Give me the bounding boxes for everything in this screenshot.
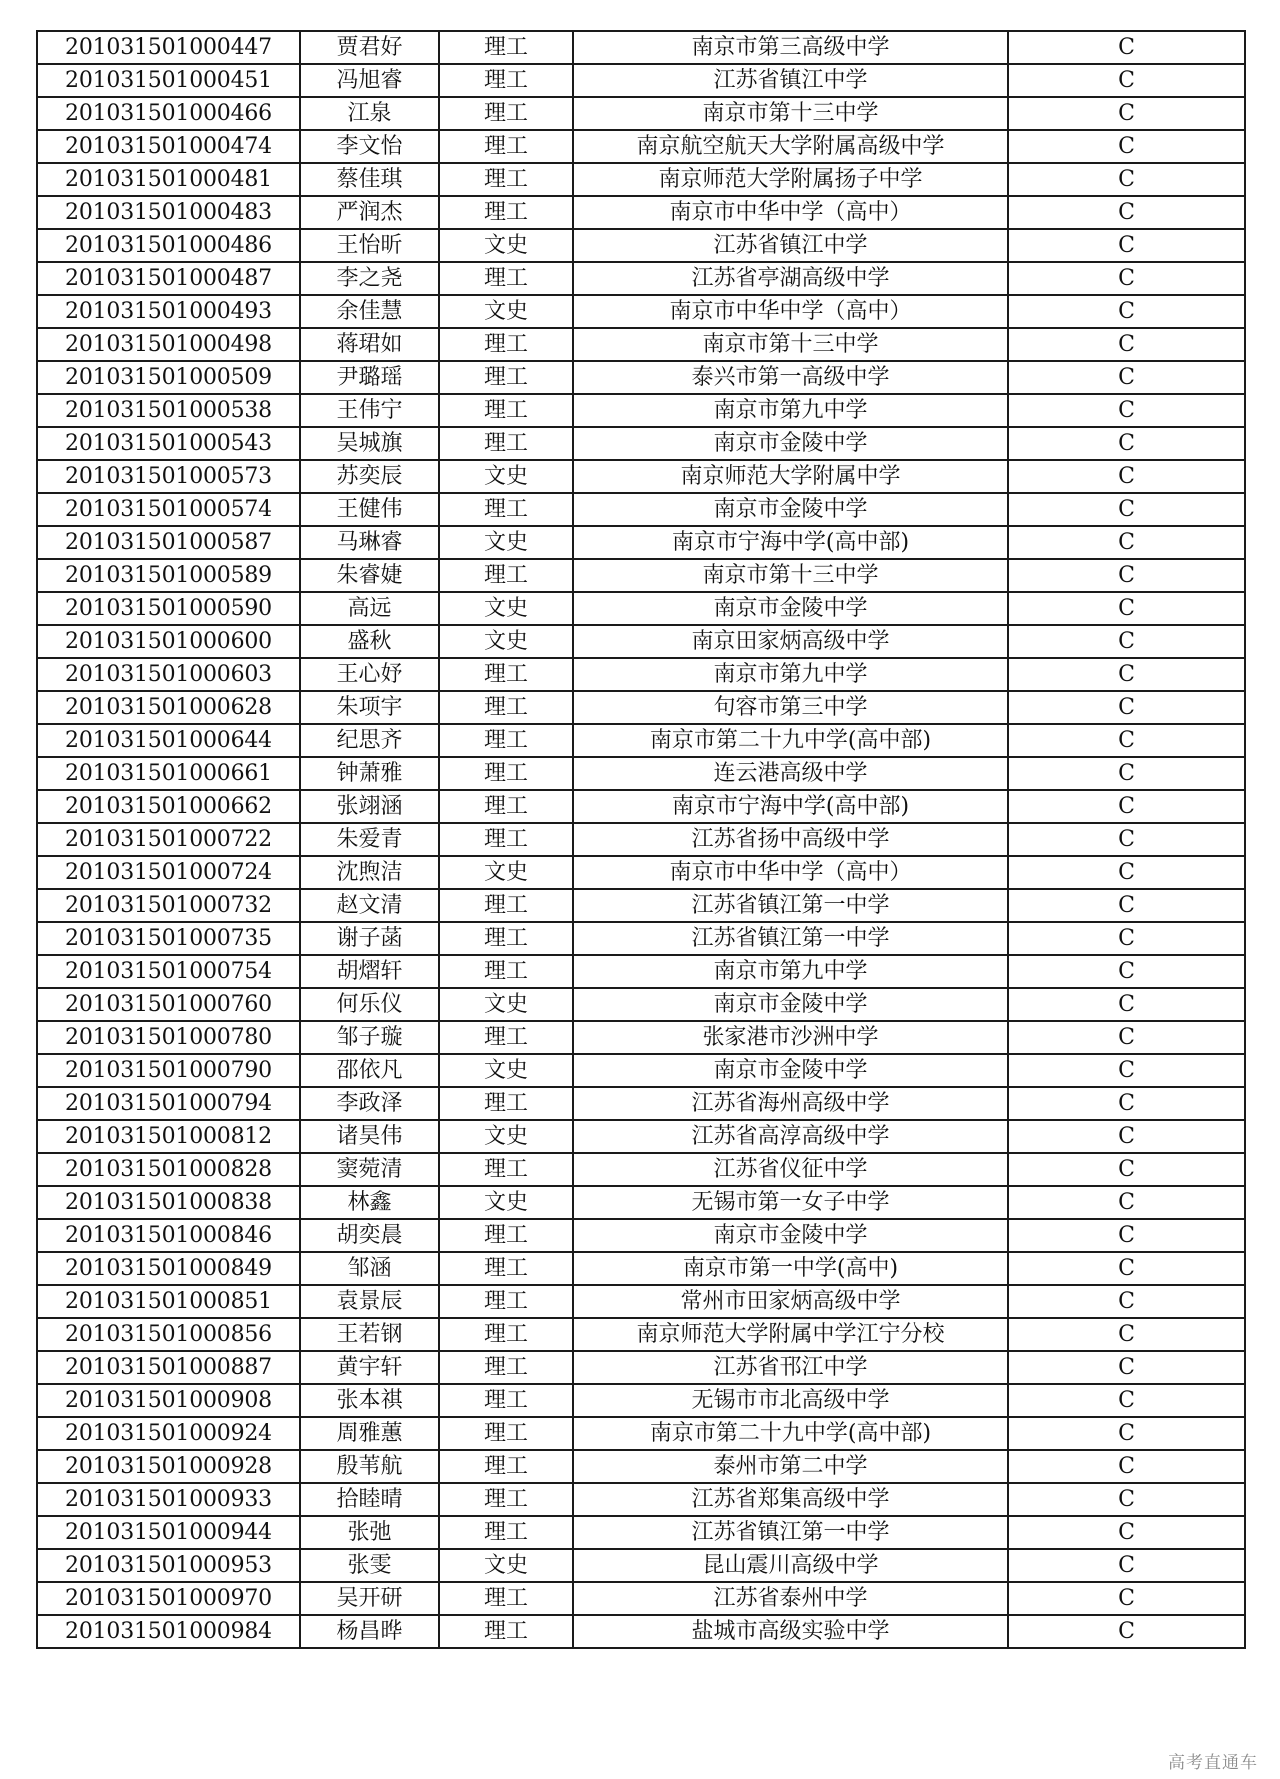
grade-cell: C [1008, 196, 1245, 229]
grade-cell: C [1008, 1153, 1245, 1186]
grade-cell: C [1008, 1516, 1245, 1549]
candidate-name-cell: 冯旭睿 [300, 64, 439, 97]
category-cell: 文史 [439, 229, 573, 262]
school-cell: 南京市第十三中学 [573, 559, 1008, 592]
candidate-name-cell: 吴城旗 [300, 427, 439, 460]
candidate-id-cell: 201031501000790 [37, 1054, 300, 1087]
table-row [37, 493, 1245, 526]
table-row [37, 1450, 1245, 1483]
school-cell: 南京市第三高级中学 [573, 31, 1008, 64]
school-cell: 南京市第十三中学 [573, 97, 1008, 130]
school-cell: 南京航空航天大学附属高级中学 [573, 130, 1008, 163]
candidate-id-cell: 201031501000543 [37, 427, 300, 460]
grade-cell: C [1008, 1450, 1245, 1483]
school-cell: 南京市第十三中学 [573, 328, 1008, 361]
category-cell: 理工 [439, 658, 573, 691]
candidate-name-cell: 李之尧 [300, 262, 439, 295]
grade-cell: C [1008, 1351, 1245, 1384]
category-cell: 理工 [439, 1351, 573, 1384]
candidate-id-cell: 201031501000849 [37, 1252, 300, 1285]
school-cell: 江苏省高淳高级中学 [573, 1120, 1008, 1153]
table-row [37, 1582, 1245, 1615]
table-row [37, 1087, 1245, 1120]
school-cell: 江苏省邗江中学 [573, 1351, 1008, 1384]
table-row [37, 295, 1245, 328]
table-row [37, 1285, 1245, 1318]
school-cell: 江苏省镇江第一中学 [573, 889, 1008, 922]
school-cell: 连云港高级中学 [573, 757, 1008, 790]
candidate-name-cell: 王伟宁 [300, 394, 439, 427]
school-cell: 江苏省郑集高级中学 [573, 1483, 1008, 1516]
category-cell: 理工 [439, 955, 573, 988]
candidate-id-cell: 201031501000483 [37, 196, 300, 229]
candidate-name-cell: 张弛 [300, 1516, 439, 1549]
category-cell: 理工 [439, 1615, 573, 1648]
candidate-name-cell: 周雅蕙 [300, 1417, 439, 1450]
candidate-name-cell: 江泉 [300, 97, 439, 130]
candidate-name-cell: 邵依凡 [300, 1054, 439, 1087]
table-row [37, 1417, 1245, 1450]
grade-cell: C [1008, 856, 1245, 889]
category-cell: 文史 [439, 460, 573, 493]
grade-cell: C [1008, 493, 1245, 526]
grade-cell: C [1008, 295, 1245, 328]
grade-cell: C [1008, 97, 1245, 130]
candidate-id-cell: 201031501000481 [37, 163, 300, 196]
grade-cell: C [1008, 757, 1245, 790]
school-cell: 南京市宁海中学(高中部) [573, 790, 1008, 823]
table-row [37, 130, 1245, 163]
school-cell: 南京市中华中学（高中） [573, 856, 1008, 889]
school-cell: 南京市金陵中学 [573, 592, 1008, 625]
candidate-id-cell: 201031501000538 [37, 394, 300, 427]
candidate-id-cell: 201031501000851 [37, 1285, 300, 1318]
candidate-name-cell: 邹子璇 [300, 1021, 439, 1054]
table-row [37, 163, 1245, 196]
candidate-name-cell: 王健伟 [300, 493, 439, 526]
candidate-name-cell: 张雯 [300, 1549, 439, 1582]
category-cell: 文史 [439, 295, 573, 328]
category-cell: 理工 [439, 724, 573, 757]
table-row [37, 625, 1245, 658]
category-cell: 理工 [439, 361, 573, 394]
candidate-id-cell: 201031501000573 [37, 460, 300, 493]
category-cell: 理工 [439, 559, 573, 592]
candidate-name-cell: 沈煦洁 [300, 856, 439, 889]
grade-cell: C [1008, 889, 1245, 922]
table-row [37, 658, 1245, 691]
table-row [37, 196, 1245, 229]
grade-cell: C [1008, 790, 1245, 823]
school-cell: 南京市金陵中学 [573, 1054, 1008, 1087]
school-cell: 南京市中华中学（高中） [573, 196, 1008, 229]
candidate-name-cell: 谢子菡 [300, 922, 439, 955]
grade-cell: C [1008, 427, 1245, 460]
candidate-name-cell: 钟萧雅 [300, 757, 439, 790]
category-cell: 理工 [439, 823, 573, 856]
candidate-name-cell: 窦菀清 [300, 1153, 439, 1186]
school-cell: 南京师范大学附属中学 [573, 460, 1008, 493]
grade-cell: C [1008, 1483, 1245, 1516]
school-cell: 昆山震川高级中学 [573, 1549, 1008, 1582]
category-cell: 文史 [439, 1549, 573, 1582]
candidate-id-cell: 201031501000780 [37, 1021, 300, 1054]
category-cell: 理工 [439, 1087, 573, 1120]
category-cell: 理工 [439, 163, 573, 196]
category-cell: 理工 [439, 757, 573, 790]
grade-cell: C [1008, 1087, 1245, 1120]
table-row [37, 1351, 1245, 1384]
candidate-id-cell: 201031501000924 [37, 1417, 300, 1450]
school-cell: 张家港市沙洲中学 [573, 1021, 1008, 1054]
candidate-name-cell: 尹璐瑶 [300, 361, 439, 394]
candidate-id-cell: 201031501000661 [37, 757, 300, 790]
school-cell: 南京师范大学附属中学江宁分校 [573, 1318, 1008, 1351]
candidate-id-cell: 201031501000953 [37, 1549, 300, 1582]
grade-cell: C [1008, 724, 1245, 757]
table-row [37, 955, 1245, 988]
category-cell: 理工 [439, 1318, 573, 1351]
category-cell: 文史 [439, 526, 573, 559]
results-table-body [37, 31, 1245, 1648]
table-row [37, 1483, 1245, 1516]
candidate-name-cell: 马琳睿 [300, 526, 439, 559]
table-row [37, 328, 1245, 361]
grade-cell: C [1008, 361, 1245, 394]
table-row [37, 724, 1245, 757]
candidate-id-cell: 201031501000846 [37, 1219, 300, 1252]
school-cell: 江苏省扬中高级中学 [573, 823, 1008, 856]
candidate-name-cell: 杨昌晔 [300, 1615, 439, 1648]
school-cell: 南京师范大学附属扬子中学 [573, 163, 1008, 196]
category-cell: 理工 [439, 1021, 573, 1054]
category-cell: 文史 [439, 625, 573, 658]
category-cell: 理工 [439, 1285, 573, 1318]
school-cell: 江苏省镇江第一中学 [573, 922, 1008, 955]
grade-cell: C [1008, 592, 1245, 625]
candidate-id-cell: 201031501000486 [37, 229, 300, 262]
candidate-name-cell: 余佳慧 [300, 295, 439, 328]
grade-cell: C [1008, 1417, 1245, 1450]
table-row [37, 1549, 1245, 1582]
candidate-id-cell: 201031501000928 [37, 1450, 300, 1483]
grade-cell: C [1008, 1252, 1245, 1285]
category-cell: 理工 [439, 691, 573, 724]
candidate-name-cell: 蒋珺如 [300, 328, 439, 361]
candidate-id-cell: 201031501000735 [37, 922, 300, 955]
candidate-id-cell: 201031501000590 [37, 592, 300, 625]
grade-cell: C [1008, 1285, 1245, 1318]
table-row [37, 1252, 1245, 1285]
school-cell: 南京市第九中学 [573, 658, 1008, 691]
watermark: 高考直通车 [1168, 1753, 1258, 1773]
candidate-id-cell: 201031501000933 [37, 1483, 300, 1516]
grade-cell: C [1008, 31, 1245, 64]
category-cell: 理工 [439, 1516, 573, 1549]
candidate-name-cell: 李文怡 [300, 130, 439, 163]
candidate-id-cell: 201031501000574 [37, 493, 300, 526]
school-cell: 南京市第二十九中学(高中部) [573, 1417, 1008, 1450]
candidate-name-cell: 邹涵 [300, 1252, 439, 1285]
table-row [37, 64, 1245, 97]
grade-cell: C [1008, 658, 1245, 691]
category-cell: 理工 [439, 922, 573, 955]
candidate-id-cell: 201031501000794 [37, 1087, 300, 1120]
school-cell: 江苏省镇江中学 [573, 64, 1008, 97]
candidate-id-cell: 201031501000628 [37, 691, 300, 724]
table-row [37, 1120, 1245, 1153]
school-cell: 江苏省泰州中学 [573, 1582, 1008, 1615]
candidate-id-cell: 201031501000908 [37, 1384, 300, 1417]
table-row [37, 1318, 1245, 1351]
table-row [37, 262, 1245, 295]
table-row [37, 1384, 1245, 1417]
results-table [36, 30, 1246, 1649]
candidate-name-cell: 严润杰 [300, 196, 439, 229]
table-row [37, 856, 1245, 889]
candidate-id-cell: 201031501000498 [37, 328, 300, 361]
category-cell: 理工 [439, 1450, 573, 1483]
school-cell: 南京市金陵中学 [573, 427, 1008, 460]
grade-cell: C [1008, 130, 1245, 163]
candidate-id-cell: 201031501000600 [37, 625, 300, 658]
candidate-name-cell: 李政泽 [300, 1087, 439, 1120]
table-row [37, 790, 1245, 823]
grade-cell: C [1008, 1219, 1245, 1252]
category-cell: 理工 [439, 1582, 573, 1615]
category-cell: 文史 [439, 1186, 573, 1219]
category-cell: 理工 [439, 130, 573, 163]
candidate-id-cell: 201031501000887 [37, 1351, 300, 1384]
grade-cell: C [1008, 394, 1245, 427]
grade-cell: C [1008, 955, 1245, 988]
candidate-name-cell: 蔡佳琪 [300, 163, 439, 196]
candidate-id-cell: 201031501000474 [37, 130, 300, 163]
candidate-id-cell: 201031501000493 [37, 295, 300, 328]
table-row [37, 592, 1245, 625]
candidate-name-cell: 盛秋 [300, 625, 439, 658]
table-row [37, 31, 1245, 64]
category-cell: 理工 [439, 1483, 573, 1516]
grade-cell: C [1008, 691, 1245, 724]
grade-cell: C [1008, 526, 1245, 559]
candidate-id-cell: 201031501000447 [37, 31, 300, 64]
table-row [37, 757, 1245, 790]
school-cell: 无锡市第一女子中学 [573, 1186, 1008, 1219]
candidate-name-cell: 张本祺 [300, 1384, 439, 1417]
category-cell: 理工 [439, 1417, 573, 1450]
candidate-id-cell: 201031501000944 [37, 1516, 300, 1549]
grade-cell: C [1008, 1318, 1245, 1351]
candidate-id-cell: 201031501000587 [37, 526, 300, 559]
candidate-name-cell: 拾睦晴 [300, 1483, 439, 1516]
category-cell: 文史 [439, 856, 573, 889]
grade-cell: C [1008, 1021, 1245, 1054]
grade-cell: C [1008, 229, 1245, 262]
table-row [37, 691, 1245, 724]
candidate-name-cell: 黄宇轩 [300, 1351, 439, 1384]
category-cell: 理工 [439, 889, 573, 922]
candidate-id-cell: 201031501000970 [37, 1582, 300, 1615]
grade-cell: C [1008, 823, 1245, 856]
category-cell: 文史 [439, 1054, 573, 1087]
table-row [37, 559, 1245, 592]
table-row [37, 1516, 1245, 1549]
grade-cell: C [1008, 559, 1245, 592]
candidate-name-cell: 贾君好 [300, 31, 439, 64]
category-cell: 文史 [439, 592, 573, 625]
grade-cell: C [1008, 1054, 1245, 1087]
candidate-id-cell: 201031501000856 [37, 1318, 300, 1351]
table-row [37, 97, 1245, 130]
table-row [37, 1153, 1245, 1186]
category-cell: 理工 [439, 790, 573, 823]
school-cell: 南京市第二十九中学(高中部) [573, 724, 1008, 757]
school-cell: 无锡市市北高级中学 [573, 1384, 1008, 1417]
school-cell: 江苏省亭湖高级中学 [573, 262, 1008, 295]
school-cell: 句容市第三中学 [573, 691, 1008, 724]
candidate-id-cell: 201031501000754 [37, 955, 300, 988]
candidate-name-cell: 赵文清 [300, 889, 439, 922]
table-row [37, 922, 1245, 955]
candidate-id-cell: 201031501000722 [37, 823, 300, 856]
candidate-name-cell: 胡奕晨 [300, 1219, 439, 1252]
candidate-id-cell: 201031501000828 [37, 1153, 300, 1186]
category-cell: 理工 [439, 328, 573, 361]
candidate-name-cell: 高远 [300, 592, 439, 625]
candidate-id-cell: 201031501000724 [37, 856, 300, 889]
table-row [37, 1615, 1245, 1648]
candidate-name-cell: 朱爱青 [300, 823, 439, 856]
candidate-id-cell: 201031501000509 [37, 361, 300, 394]
grade-cell: C [1008, 460, 1245, 493]
grade-cell: C [1008, 922, 1245, 955]
category-cell: 文史 [439, 988, 573, 1021]
table-row [37, 1021, 1245, 1054]
grade-cell: C [1008, 1549, 1245, 1582]
grade-cell: C [1008, 163, 1245, 196]
table-row [37, 889, 1245, 922]
grade-cell: C [1008, 1384, 1245, 1417]
table-row [37, 526, 1245, 559]
grade-cell: C [1008, 988, 1245, 1021]
candidate-name-cell: 张翊涵 [300, 790, 439, 823]
candidate-name-cell: 朱睿婕 [300, 559, 439, 592]
category-cell: 理工 [439, 64, 573, 97]
school-cell: 南京市第九中学 [573, 394, 1008, 427]
candidate-name-cell: 王若钢 [300, 1318, 439, 1351]
school-cell: 南京田家炳高级中学 [573, 625, 1008, 658]
candidate-id-cell: 201031501000451 [37, 64, 300, 97]
grade-cell: C [1008, 1615, 1245, 1648]
candidate-name-cell: 纪思齐 [300, 724, 439, 757]
school-cell: 江苏省镇江第一中学 [573, 1516, 1008, 1549]
candidate-name-cell: 王怡昕 [300, 229, 439, 262]
category-cell: 理工 [439, 1153, 573, 1186]
candidate-name-cell: 王心妤 [300, 658, 439, 691]
candidate-id-cell: 201031501000838 [37, 1186, 300, 1219]
school-cell: 南京市中华中学（高中） [573, 295, 1008, 328]
candidate-name-cell: 苏奕辰 [300, 460, 439, 493]
table-row [37, 361, 1245, 394]
grade-cell: C [1008, 625, 1245, 658]
school-cell: 常州市田家炳高级中学 [573, 1285, 1008, 1318]
table-row [37, 988, 1245, 1021]
candidate-id-cell: 201031501000760 [37, 988, 300, 1021]
table-row [37, 229, 1245, 262]
table-row [37, 1054, 1245, 1087]
grade-cell: C [1008, 328, 1245, 361]
candidate-id-cell: 201031501000984 [37, 1615, 300, 1648]
candidate-id-cell: 201031501000732 [37, 889, 300, 922]
candidate-id-cell: 201031501000487 [37, 262, 300, 295]
table-row [37, 394, 1245, 427]
school-cell: 泰兴市第一高级中学 [573, 361, 1008, 394]
school-cell: 泰州市第二中学 [573, 1450, 1008, 1483]
grade-cell: C [1008, 1120, 1245, 1153]
school-cell: 江苏省镇江中学 [573, 229, 1008, 262]
category-cell: 理工 [439, 1252, 573, 1285]
school-cell: 南京市金陵中学 [573, 493, 1008, 526]
table-row [37, 427, 1245, 460]
candidate-name-cell: 吴开研 [300, 1582, 439, 1615]
candidate-id-cell: 201031501000466 [37, 97, 300, 130]
category-cell: 理工 [439, 262, 573, 295]
category-cell: 理工 [439, 493, 573, 526]
candidate-name-cell: 殷苇航 [300, 1450, 439, 1483]
category-cell: 理工 [439, 427, 573, 460]
category-cell: 理工 [439, 394, 573, 427]
table-row [37, 460, 1245, 493]
category-cell: 文史 [439, 1120, 573, 1153]
school-cell: 南京市第一中学(高中) [573, 1252, 1008, 1285]
candidate-name-cell: 何乐仪 [300, 988, 439, 1021]
grade-cell: C [1008, 262, 1245, 295]
grade-cell: C [1008, 1186, 1245, 1219]
school-cell: 南京市第九中学 [573, 955, 1008, 988]
candidate-name-cell: 诸昊伟 [300, 1120, 439, 1153]
category-cell: 理工 [439, 196, 573, 229]
category-cell: 理工 [439, 97, 573, 130]
table-row [37, 1186, 1245, 1219]
category-cell: 理工 [439, 31, 573, 64]
candidate-id-cell: 201031501000662 [37, 790, 300, 823]
candidate-id-cell: 201031501000812 [37, 1120, 300, 1153]
table-row [37, 823, 1245, 856]
candidate-id-cell: 201031501000603 [37, 658, 300, 691]
school-cell: 江苏省海州高级中学 [573, 1087, 1008, 1120]
school-cell: 南京市宁海中学(高中部) [573, 526, 1008, 559]
candidate-id-cell: 201031501000589 [37, 559, 300, 592]
table-row [37, 1219, 1245, 1252]
school-cell: 江苏省仪征中学 [573, 1153, 1008, 1186]
candidate-name-cell: 林鑫 [300, 1186, 439, 1219]
candidate-name-cell: 袁景辰 [300, 1285, 439, 1318]
school-cell: 盐城市高级实验中学 [573, 1615, 1008, 1648]
grade-cell: C [1008, 64, 1245, 97]
grade-cell: C [1008, 1582, 1245, 1615]
school-cell: 南京市金陵中学 [573, 988, 1008, 1021]
candidate-name-cell: 胡熠轩 [300, 955, 439, 988]
candidate-name-cell: 朱项宇 [300, 691, 439, 724]
category-cell: 理工 [439, 1219, 573, 1252]
candidate-id-cell: 201031501000644 [37, 724, 300, 757]
category-cell: 理工 [439, 1384, 573, 1417]
school-cell: 南京市金陵中学 [573, 1219, 1008, 1252]
